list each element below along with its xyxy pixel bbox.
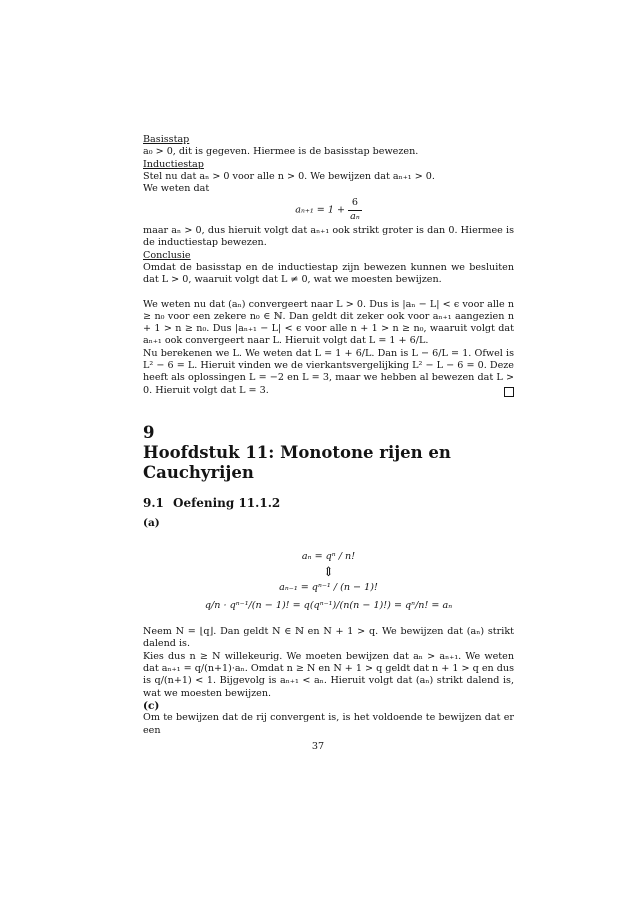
- section-heading: [143, 496, 514, 511]
- qed-square-icon: [504, 387, 514, 397]
- equation-recursion-fraction: $\frac{6}{\text{aₙ}}$: [350, 197, 360, 222]
- maar-text: maar aₙ > 0, dus hieruit volgt dat aₙ₊₁ ook strikt groter is dan 0. Hiermee is de inductiestap bewezen.: [143, 225, 514, 249]
- part-c-label: (c): [143, 699, 160, 712]
- basisstap-heading: Basisstap: [143, 134, 190, 145]
- section-number: 9.1: [143, 495, 164, 510]
- inductiestap-text: Stel nu dat aₙ > 0 voor alle n > 0. We bewijzen dat aₙ₊₁ > 0.: [143, 170, 435, 182]
- compute-L-paragraph: Nu berekenen we L. We weten dat L = 1 + 6/L. Dan is L − 6/L = 1. Ofwel is L² − 6 = L. Hieruit vinden we de vierkantsvergelijking L² − L − 6 = 0. Deze heeft als oplossingen L = −2 en L = 3, maar we hebben al bewezen dat L > 0. Hieruit volgt dat L = 3.: [143, 347, 514, 396]
- page-number: 37: [311, 741, 325, 752]
- equation-recursion: [143, 197, 514, 223]
- equation-recursion-lhs: aₙ₊₁ = 1 +: [295, 204, 346, 216]
- equation-product: q/n · qⁿ⁻¹/(n − 1)! = q(qⁿ⁻¹)/(n(n − 1)!) = qⁿ/n! = aₙ: [204, 599, 453, 611]
- part-a-text-1: Neem N = ⌊q⌋. Dan geldt N ∈ ℕ en N + 1 > q. We bewijzen dat (aₙ) strikt dalend is.: [143, 626, 514, 650]
- equation-an-minus-1: aₙ₋₁ = qⁿ⁻¹ / (n − 1)!: [279, 581, 378, 593]
- convergent-paragraph: We weten nu dat (aₙ) convergeert naar L > 0. Dus is |aₙ − L| < ϵ voor alle n ≥ n₀ voor een zekere n₀ ∈ ℕ. Dan geldt dit zeker ook voor aₙ₊₁ aangezien n + 1 > n ≥ n₀. Dus |aₙ₊₁ − L| < ϵ voor alle n + 1 > n ≥ n₀, waaruit volgt dat aₙ₊₁ ook convergeert naar L. Hieruit volgt dat L = 1 + 6/L.: [143, 298, 514, 347]
- chapter-title: Hoofdstuk 11: Monotone rijen en Cauchyrijen: [143, 442, 451, 482]
- inductiestap-heading: Inductiestap: [143, 158, 204, 170]
- chapter-number: 9: [143, 422, 155, 442]
- part-a-label: (a): [143, 516, 160, 529]
- page-body: [143, 134, 514, 737]
- conclusie-text: Omdat de basisstap en de inductiestap zijn bewezen kunnen we besluiten dat L > 0, waaruit volgt dat L ≠ 0, wat we moesten bewijzen.: [143, 261, 514, 286]
- conclusie-heading: Conclusie: [143, 249, 191, 261]
- part-c-text: Om te bewijzen dat de rij convergent is, is het voldoende te bewijzen dat er een: [143, 712, 514, 736]
- chapter-heading: [143, 423, 514, 483]
- equation-an: aₙ = qⁿ / n!: [301, 551, 356, 563]
- weten-dat-text: We weten dat: [143, 183, 210, 195]
- section-title: Oefening 11.1.2: [173, 495, 281, 510]
- basisstap-text: a₀ > 0, dit is gegeven. Hiermee is de basisstap bewezen.: [143, 146, 419, 158]
- part-a-text-2: Kies dus n ≥ N willekeurig. We moeten bewijzen dat aₙ > aₙ₊₁. We weten dat aₙ₊₁ = q/(n+1)·aₙ. Omdat n ≥ N en N + 1 > q geldt dat n + 1 > q en dus is q/(n+1) < 1. Bijgevolg is aₙ₊₁ < aₙ. Hieruit volgt dat (aₙ) strikt dalend is, wat we moesten bewijzen.: [143, 650, 514, 699]
- equivalence-arrow-icon: ⇕: [323, 564, 334, 580]
